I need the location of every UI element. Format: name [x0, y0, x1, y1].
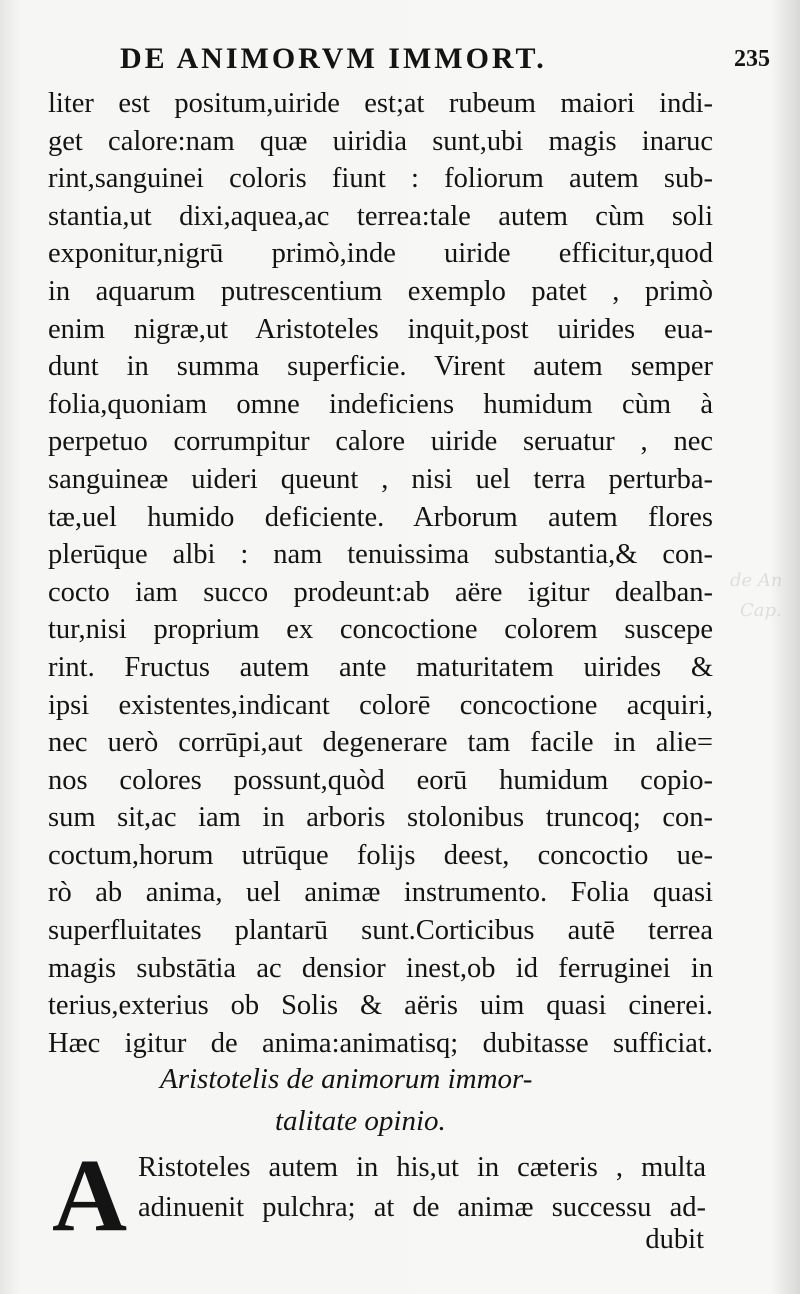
text-line: tæ,uel humido deficiente. Arborum autem flores [48, 501, 713, 533]
page-number: 235 [734, 46, 770, 72]
text-line: get calore:nam quæ uiridia sunt,ubi magis inaruc [48, 125, 713, 157]
text-line: liter est positum,uiride est;at rubeum maiori indi- [48, 88, 713, 119]
text-line: Hæc igitur de anima:animatisq; dubitasse sufficiat. [48, 1027, 713, 1059]
catchword: dubit [645, 1224, 704, 1255]
text-line: sanguineæ uideri queunt , nisi uel terra perturba- [48, 463, 713, 495]
section-heading-line: talitate opinio. [275, 1105, 446, 1137]
text-line: nos colores possunt,quòd eorū humidum copio- [48, 764, 713, 796]
text-line: rint. Fructus autem ante maturitatem uirides & [48, 651, 713, 683]
text-line: adinuenit pulchra; at de animæ successu ad- [138, 1192, 706, 1223]
page-header [120, 40, 770, 80]
section-heading-line: Aristotelis de animorum immor- [160, 1063, 533, 1095]
body-text [48, 85, 713, 1062]
text-line: folia,quoniam omne indeficiens humidum cùm à [48, 388, 713, 420]
text-line: enim nigræ,ut Aristoteles inquit,post uirides eua- [48, 313, 713, 345]
paragraph [138, 1148, 706, 1228]
text-line: nec uerò corrūpi,aut degenerare tam facile in alie= [48, 727, 713, 759]
text-line: coctum,horum utrūque folijs deest, concoctio ue- [48, 839, 713, 871]
text-line: rint,sanguinei coloris fiunt : foliorum autem sub- [48, 163, 713, 195]
text-line: in aquarum putrescentium exemplo patet , primò [48, 275, 713, 307]
bleed-through-margin: Cap. [740, 600, 782, 621]
text-line: magis substātia ac densior inest,ob id ferruginei in [48, 952, 713, 984]
text-line: plerūque albi : nam tenuissima substantia,& con- [48, 539, 713, 571]
text-line: dunt in summa superficie. Virent autem semper [48, 351, 713, 383]
text-line: perpetuo corrumpitur calore uiride seruatur , nec [48, 426, 713, 458]
drop-cap: A [52, 1138, 128, 1253]
text-line: superfluitates plantarū sunt.Corticibus autē terrea [48, 915, 713, 947]
bleed-through-margin: de An [730, 570, 783, 591]
text-line: ipsi existentes,indicant colorē concoctione acquiri, [48, 689, 713, 721]
text-line: exponitur,nigrū primò,inde uiride efficitur,quod [48, 238, 713, 270]
text-line: Ristoteles autem in his,ut in cæteris , multa [138, 1152, 706, 1183]
text-line: rò ab anima, uel animæ instrumento. Folia quasi [48, 877, 713, 909]
text-line: terius,exterius ob Solis & aëris uim quasi cinerei. [48, 990, 713, 1022]
text-line: cocto iam succo prodeunt:ab aëre igitur dealban- [48, 576, 713, 608]
text-line: sum sit,ac iam in arboris stolonibus truncoq; con- [48, 802, 713, 834]
text-line: stantia,ut dixi,aquea,ac terrea:tale autem cùm soli [48, 200, 713, 232]
running-title: DE ANIMORVM IMMORT. [120, 42, 547, 75]
text-line: tur,nisi proprium ex concoctione colorem suscepe [48, 614, 713, 646]
